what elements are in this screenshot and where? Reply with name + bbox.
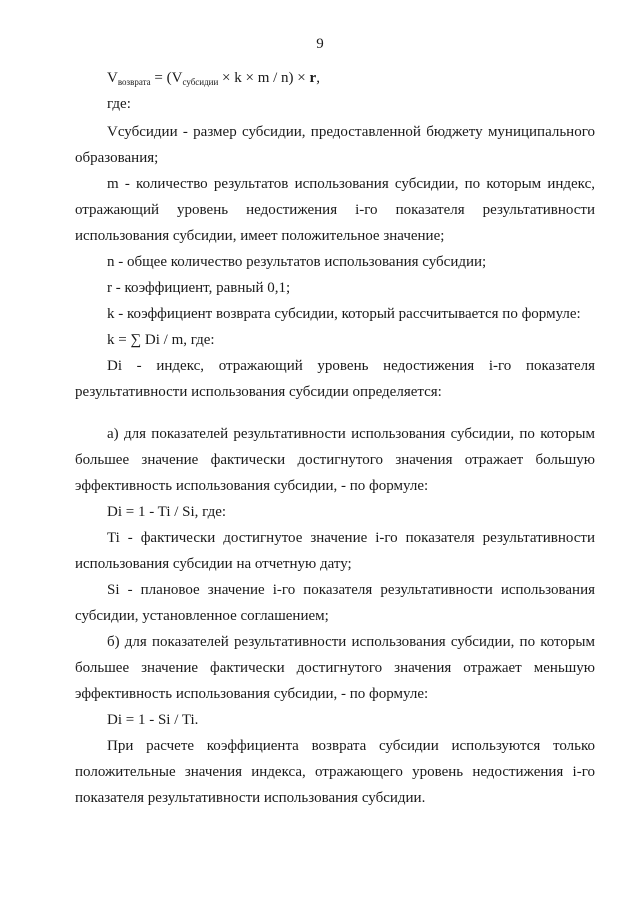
formula-subscript: субсидии xyxy=(182,77,219,87)
text-line: r - коэффициент, равный 0,1; xyxy=(107,280,291,296)
text-line: большее значение фактически достигнутого значения отражает большую xyxy=(75,452,595,468)
formula-end: , xyxy=(316,70,320,86)
formula-subscript: возврата xyxy=(117,77,151,87)
text-line: k - коэффициент возврата субсидии, который рассчитывается по формуле: xyxy=(107,306,581,322)
formula-symbol: V xyxy=(107,70,118,86)
text-line: Ti - фактически достигнутое значение i-го показателя результативности xyxy=(107,530,595,546)
text-line: При расчете коэффициента возврата субсидии используются только xyxy=(107,738,595,754)
text-line: где: xyxy=(107,96,131,112)
text-line: использования субсидии, имеет положительное значение; xyxy=(75,228,445,244)
text-line: Di - индекс, отражающий уровень недостижения i-го показателя xyxy=(107,358,595,374)
page-number: 9 xyxy=(316,36,324,52)
text-line: Di = 1 - Si / Ti. xyxy=(107,712,199,728)
text-line: Di = 1 - Ti / Si, где: xyxy=(107,504,227,520)
text-line: m - количество результатов использования субсидии, по которым индекс, xyxy=(107,176,595,192)
formula-r: r xyxy=(309,70,317,86)
text-line: субсидии, установленное соглашением; xyxy=(75,608,329,624)
text-line: б) для показателей результативности использования субсидии, по которым xyxy=(107,634,595,650)
text-line: образования; xyxy=(75,150,159,166)
text-line: k = ∑ Di / m, где: xyxy=(107,332,215,348)
text-line: показателя результативности использования субсидии. xyxy=(75,790,426,806)
text-line: большее значение фактически достигнутого значения отражает меньшую xyxy=(75,660,595,676)
text-line: n - общее количество результатов использования субсидии; xyxy=(107,254,487,270)
text-line: Si - плановое значение i-го показателя результативности использования xyxy=(107,582,595,598)
formula-part: = (V xyxy=(150,70,183,86)
formula-part: × k × m / n) × xyxy=(218,70,310,86)
formula-v-return xyxy=(107,68,595,88)
text-line: использования субсидии на отчетную дату; xyxy=(75,556,352,572)
text-line: Vсубсидии - размер субсидии, предоставленной бюджету муниципального xyxy=(107,124,595,140)
text-line: эффективность использования субсидии, - по формуле: xyxy=(75,478,429,494)
text-line: эффективность использования субсидии, - по формуле: xyxy=(75,686,429,702)
text-line: а) для показателей результативности использования субсидии, по которым xyxy=(107,426,595,442)
text-line: положительные значения индекса, отражающего уровень недостижения i-го xyxy=(75,764,595,780)
text-line: отражающий уровень недостижения i-го показателя результативности xyxy=(75,202,595,218)
text-line: результативности использования субсидии определяется: xyxy=(75,384,442,400)
